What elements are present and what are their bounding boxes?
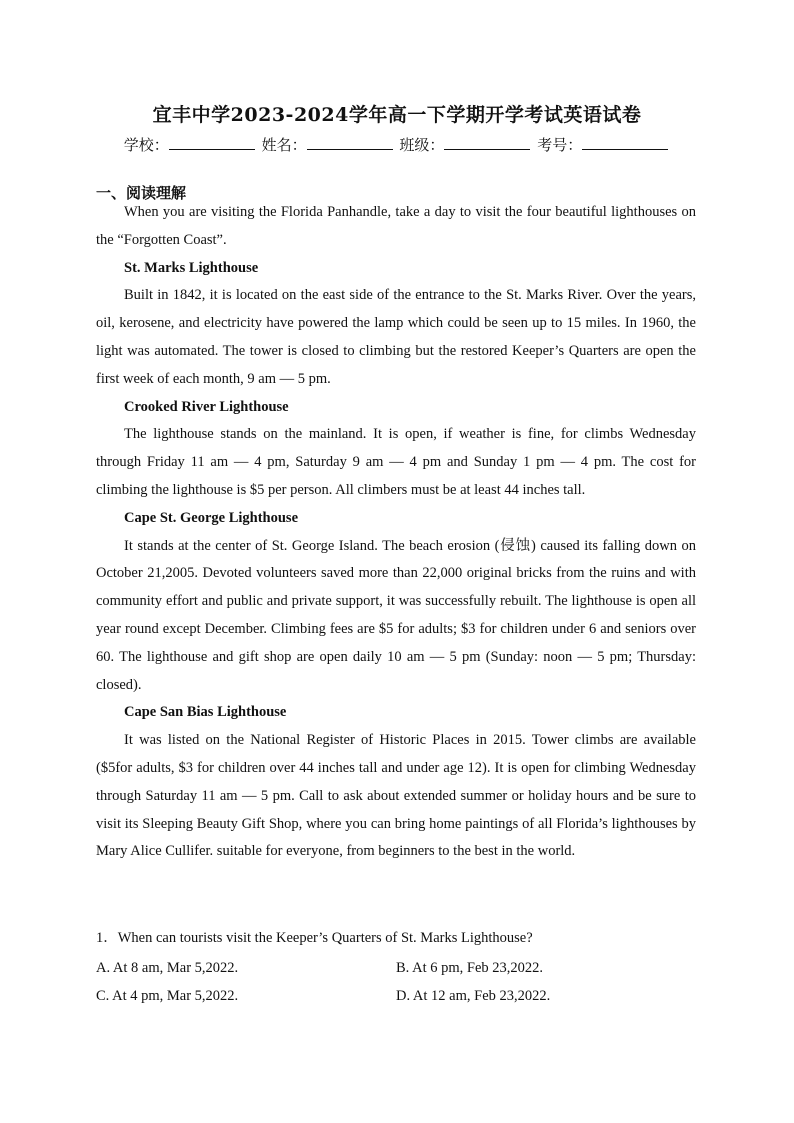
- school-label: 学校：: [123, 136, 169, 154]
- paragraph-st-marks: Built in 1842, it is located on the east side of the entrance to the St. Marks River. Over the years, oil, kerosene, and electricity have powered the lamp which could be seen up to 15 miles. In 1960, the light was automated. The tower is closed to climbing but the restored Keeper’s Quarters are open the first week of each month, 9 am — 5 pm.: [96, 287, 696, 387]
- question-number: 1．: [96, 930, 118, 946]
- heading-cape-san-bias: Cape San Bias Lighthouse: [124, 704, 287, 721]
- paragraph-crooked-river: The lighthouse stands on the mainland. It is open, if weather is fine, for climbs Wednesday through Friday 11 am — 4 pm, Saturday 9 am — 4 pm and Sunday 1 pm — 4 pm. The cost for climbing the lighthouse is $5 per person. All climbers must be at least 44 inches tall.: [96, 426, 696, 498]
- class-blank[interactable]: [444, 135, 530, 150]
- exam-number-blank[interactable]: [582, 135, 668, 150]
- paragraph-cape-st-george: It stands at the center of St. George Island. The beach erosion (侵蚀) caused its falling down on October 21,2005. Devoted volunteers saved more than 22,000 original bricks from the ruins and with community effort and public and private support, it was successfully rebuilt. The lighthouse is open all year round except December. Climbing fees are $5 for adults; $3 for children under 6 and seniors over 60. The lighthouse and gift shop are open daily 10 am — 5 pm (Sunday: noon — 5 pm; Thursday: closed).: [96, 537, 696, 693]
- option-a[interactable]: A. At 8 am, Mar 5,2022.: [96, 960, 239, 976]
- paragraph-cape-san-bias: It was listed on the National Register of Historic Places in 2015. Tower climbs are available ($5for adults, $3 for children over 44 inches tall and under age 12). It is open for climbing Wednesday through Saturday 11 am — 5 pm. Call to ask about extended summer or holiday hours and be sure to visit its Sleeping Beauty Gift Shop, where you can bring home paintings of all Florida’s lighthouses by Mary Alice Cullifer. suitable for everyone, from beginners to the best in the world.: [96, 732, 696, 860]
- reading-passage: [96, 199, 696, 866]
- heading-crooked-river: Crooked River Lighthouse: [124, 398, 289, 415]
- section-title: 一、阅读理解: [96, 184, 187, 202]
- heading-cape-st-george: Cape St. George Lighthouse: [124, 509, 298, 526]
- question-1-options: [96, 954, 696, 1010]
- student-info-line: [0, 134, 794, 155]
- option-c[interactable]: C. At 4 pm, Mar 5,2022.: [96, 988, 239, 1004]
- option-d[interactable]: D. At 12 am, Feb 23,2022.: [396, 988, 551, 1004]
- option-b[interactable]: B. At 6 pm, Feb 23,2022.: [396, 960, 544, 976]
- passage-intro: When you are visiting the Florida Panhandle, take a day to visit the four beautiful lighthouses on the “Forgotten Coast”.: [96, 204, 696, 248]
- page-title: 宜丰中学2023-2024学年高一下学期开学考试英语试卷: [152, 104, 642, 126]
- name-label: 姓名：: [261, 136, 307, 154]
- name-blank[interactable]: [307, 135, 393, 150]
- heading-st-marks: St. Marks Lighthouse: [124, 259, 259, 276]
- class-label: 班级：: [399, 136, 445, 154]
- exam-number-label: 考号：: [537, 136, 583, 154]
- question-1: [96, 924, 696, 952]
- school-blank[interactable]: [169, 135, 255, 150]
- question-text: When can tourists visit the Keeper’s Quarters of St. Marks Lighthouse?: [117, 930, 533, 946]
